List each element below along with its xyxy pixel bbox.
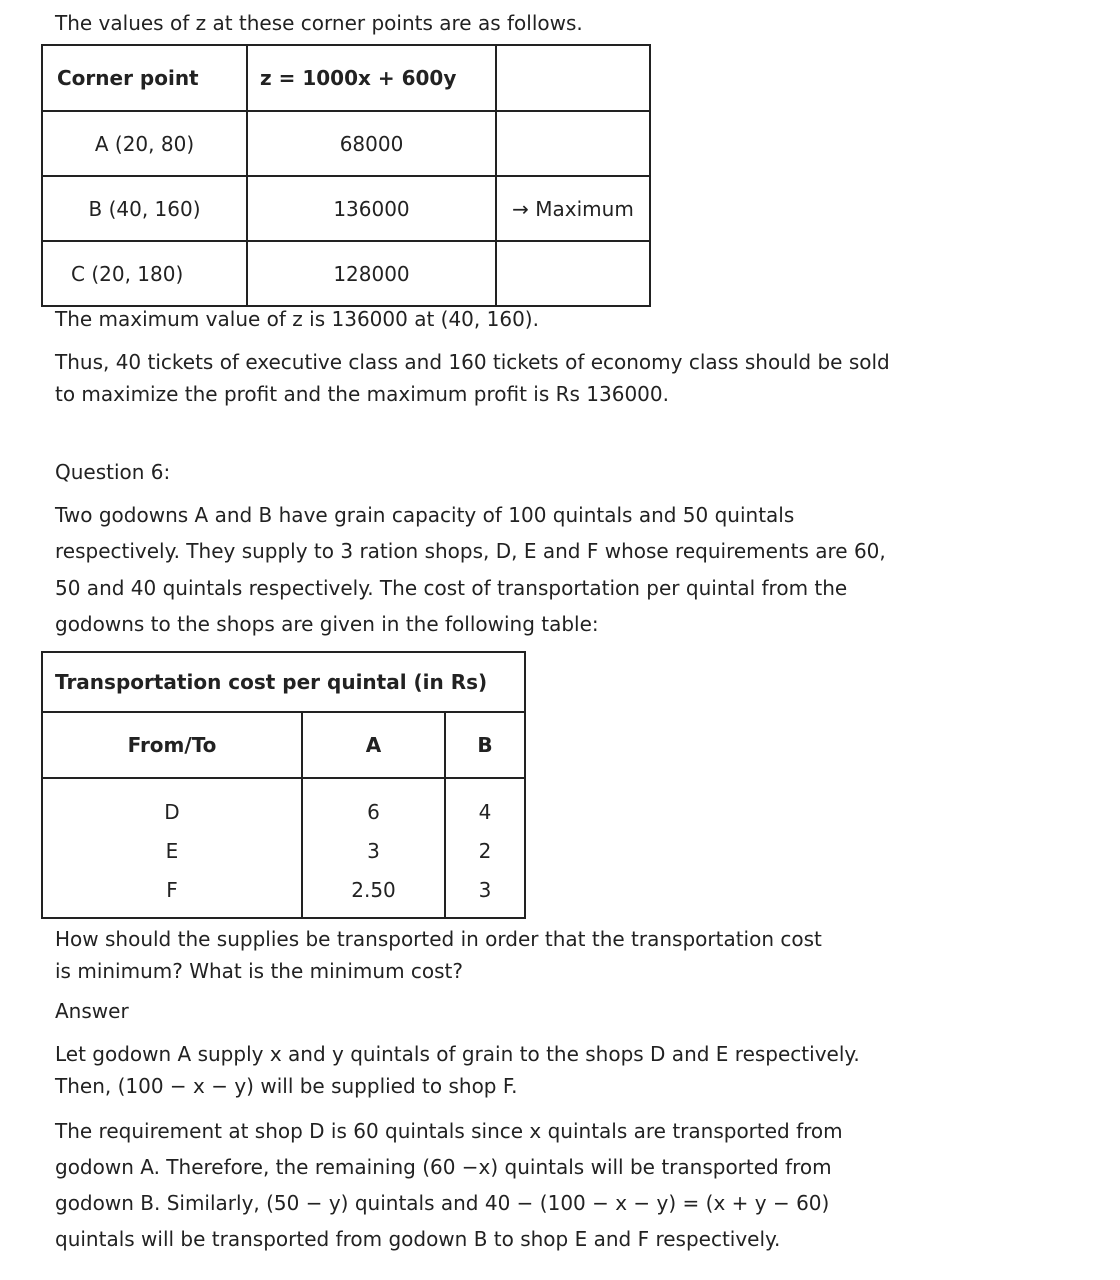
cost-a-f: 2.50 — [351, 878, 396, 902]
table-row — [42, 176, 650, 241]
answer-p1-line-2: Then, (100 − x − y) will be supplied to shop F. — [55, 1074, 518, 1098]
table-header-from-to: From/To — [42, 712, 302, 778]
z-value-cell: 68000 — [247, 111, 496, 176]
cost-b-d: 4 — [478, 800, 492, 824]
note-cell — [496, 241, 650, 306]
answer-p2-line-2: godown A. Therefore, the remaining (60 −x) quintals will be transported from — [55, 1155, 832, 1179]
note-cell — [496, 111, 650, 176]
cost-a-column — [302, 778, 445, 918]
cost-b-column — [445, 778, 525, 918]
question-line-3: 50 and 40 quintals respectively. The cost of transportation per quintal from the — [55, 576, 848, 600]
answer-label: Answer — [55, 999, 129, 1023]
table-header-note — [496, 45, 650, 111]
transport-cost-table — [41, 651, 526, 919]
table-header-b: B — [445, 712, 525, 778]
answer-p2-line-1: The requirement at shop D is 60 quintals since x quintals are transported from — [55, 1119, 843, 1143]
table-header-z: z = 1000x + 600y — [247, 45, 496, 111]
cost-a-e: 3 — [367, 839, 380, 863]
question-line-2: respectively. They supply to 3 ration shops, D, E and F whose requirements are 60, — [55, 539, 886, 563]
cost-a-d: 6 — [367, 800, 380, 824]
shop-column — [42, 778, 302, 918]
cost-b-e: 2 — [478, 839, 492, 863]
cost-b-f: 3 — [478, 878, 492, 902]
intro-text: The values of z at these corner points are as follows. — [55, 11, 583, 35]
corner-points-table — [41, 44, 651, 307]
table-header-a: A — [302, 712, 445, 778]
corner-point-cell: C (20, 180) — [42, 241, 247, 306]
conclusion-line-1: Thus, 40 tickets of executive class and 160 tickets of economy class should be sold — [55, 350, 890, 374]
question-title: Question 6: — [55, 460, 171, 484]
table-row — [42, 111, 650, 176]
max-statement: The maximum value of z is 136000 at (40, 160). — [55, 307, 539, 331]
answer-p1-line-1: Let godown A supply x and y quintals of grain to the shops D and E respectively. — [55, 1042, 860, 1066]
shop-d: D — [164, 800, 180, 824]
table-row — [42, 241, 650, 306]
corner-point-cell: A (20, 80) — [42, 111, 247, 176]
z-value-cell: 128000 — [247, 241, 496, 306]
shop-e: E — [165, 839, 179, 863]
question-line-4: godowns to the shops are given in the following table: — [55, 612, 599, 636]
table-header-corner-point: Corner point — [42, 45, 247, 111]
shop-f: F — [166, 878, 178, 902]
answer-p2-line-4: quintals will be transported from godown B to shop E and F respectively. — [55, 1227, 781, 1251]
maximum-note-cell: → Maximum — [496, 176, 650, 241]
z-value-cell: 136000 — [247, 176, 496, 241]
conclusion-line-2: to maximize the profit and the maximum profit is Rs 136000. — [55, 382, 669, 406]
question-end-line-1: How should the supplies be transported in order that the transportation cost — [55, 927, 822, 951]
question-line-1: Two godowns A and B have grain capacity of 100 quintals and 50 quintals — [55, 503, 795, 527]
transport-table-title: Transportation cost per quintal (in Rs) — [42, 652, 525, 712]
answer-p2-line-3: godown B. Similarly, (50 − y) quintals and 40 − (100 − x − y) = (x + y − 60) — [55, 1191, 830, 1215]
question-end-line-2: is minimum? What is the minimum cost? — [55, 959, 464, 983]
corner-point-cell: B (40, 160) — [42, 176, 247, 241]
